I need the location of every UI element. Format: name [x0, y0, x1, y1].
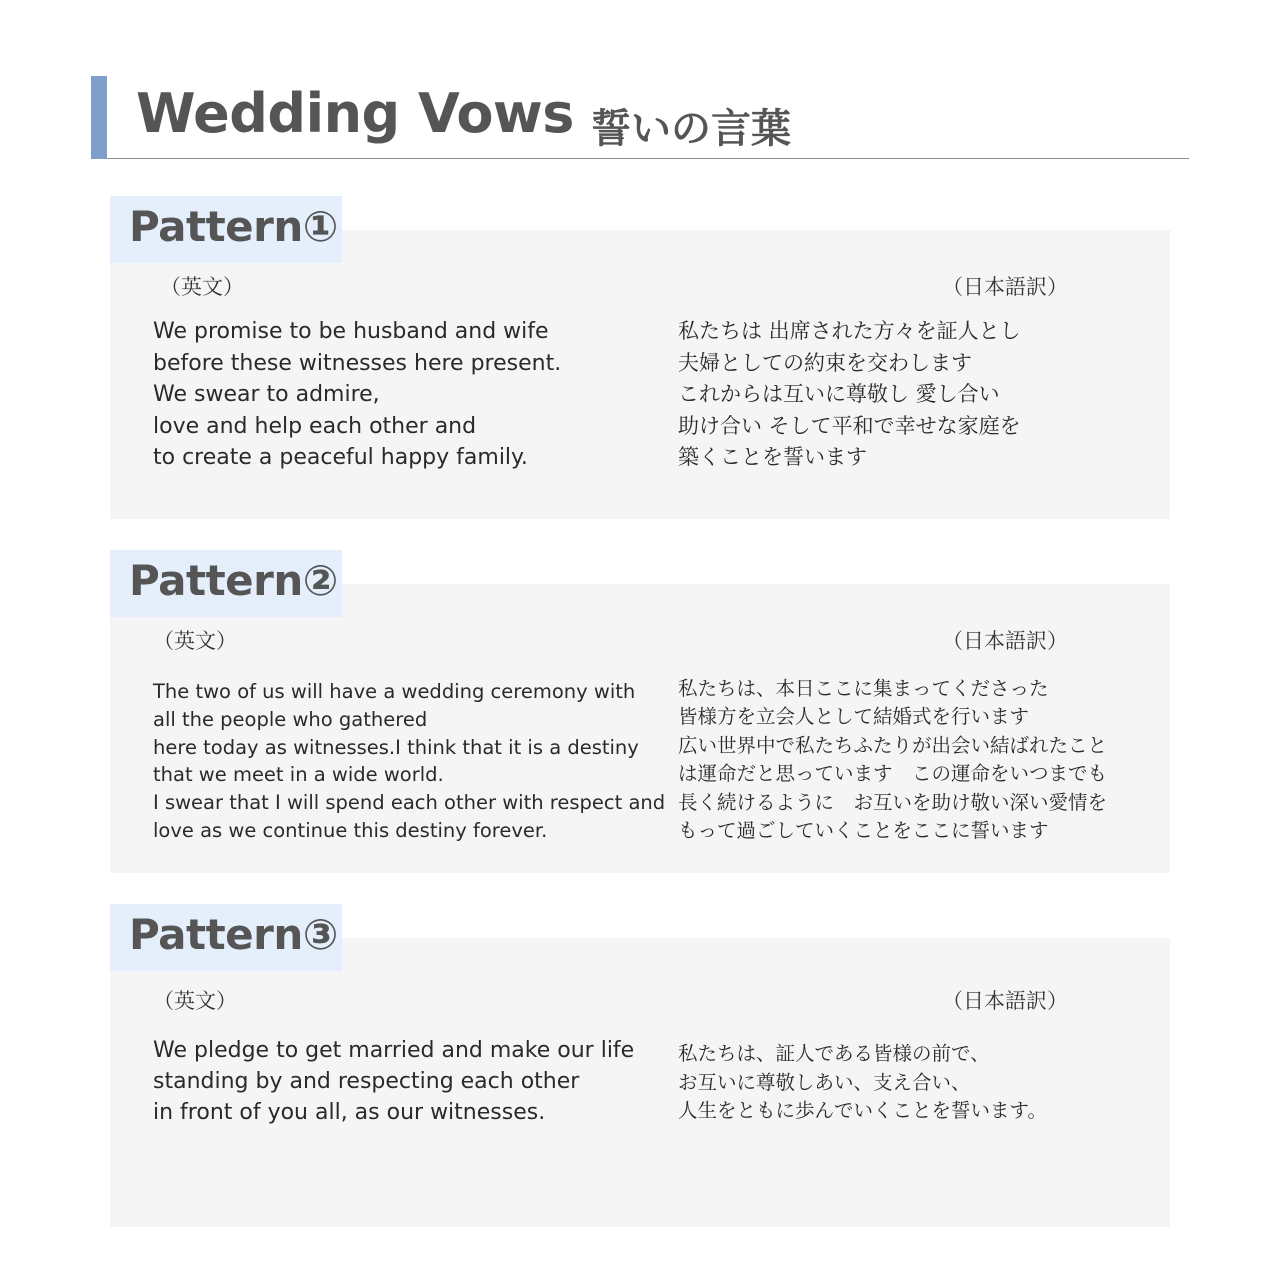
pattern-label: Pattern③ — [129, 910, 338, 959]
vow-line: in front of you all, as our witnesses. — [153, 1100, 546, 1125]
vow-line: もって過ごしていくことをここに誓います — [678, 819, 1049, 843]
vow-line: 夫婦としての約束を交わします — [678, 350, 972, 375]
vow-line: 私たちは、本日ここに集まってくださった — [678, 677, 1049, 700]
vow-line: We pledge to get married and make our life — [153, 1038, 635, 1063]
english-heading: （英文） — [160, 275, 244, 299]
japanese-heading: （日本語訳） — [942, 989, 1068, 1013]
vow-line: The two of us will have a wedding ceremony with — [153, 680, 636, 703]
vow-line: We promise to be husband and wife — [153, 319, 549, 344]
japanese-vow-text — [678, 316, 1021, 474]
english-heading: （英文） — [153, 629, 237, 653]
vow-line: 築くことを誓います — [678, 445, 867, 469]
pattern-label: Pattern② — [129, 556, 338, 605]
japanese-heading: （日本語訳） — [942, 629, 1068, 653]
vow-line: standing by and respecting each other — [153, 1069, 580, 1094]
pattern-tag — [110, 550, 342, 617]
vow-line: 私たちは、証人である皆様の前で、 — [678, 1042, 990, 1065]
vow-line: We swear to admire, — [153, 382, 380, 407]
vow-section-1 — [110, 196, 1170, 519]
vow-line: これからは互いに尊敬し 愛し合い — [678, 382, 1000, 406]
vow-line: お互いに尊敬しあい、支え合い、 — [678, 1070, 971, 1094]
vow-line: 皆様方を立会人として結婚式を行います — [678, 705, 1030, 729]
vow-section-2 — [110, 550, 1170, 873]
english-heading: （英文） — [153, 989, 237, 1013]
vow-line: 人生をともに歩んでいくことを誓います。 — [678, 1099, 1047, 1122]
vow-line: all the people who gathered — [153, 707, 428, 731]
japanese-vow-text — [678, 675, 1107, 845]
vow-line: love as we continue this destiny forever. — [153, 818, 548, 842]
vow-line: は運命だと思っています この運命をいつまでも — [678, 762, 1108, 786]
pattern-tag — [110, 196, 342, 263]
header-accent-bar — [91, 76, 107, 159]
japanese-heading: （日本語訳） — [942, 275, 1068, 299]
vow-line: love and help each other and — [153, 413, 477, 439]
vow-line: here today as witnesses.I think that it is a destiny — [153, 735, 639, 759]
english-vow-text — [153, 1035, 634, 1128]
japanese-vow-text — [678, 1040, 1047, 1126]
vow-line: to create a peaceful happy family. — [153, 445, 528, 470]
vow-line: 助け合い そして平和で幸せな家庭を — [678, 413, 1021, 438]
vow-line: before these witnesses here present. — [153, 350, 562, 376]
pattern-label: Pattern① — [129, 202, 338, 251]
vow-line: I swear that I will spend each other with respect and — [153, 791, 666, 815]
page-title: Wedding Vows — [136, 82, 574, 145]
vow-line: 私たちは 出席された方々を証人とし — [678, 319, 1021, 343]
vow-section-3 — [110, 904, 1170, 1227]
pattern-tag — [110, 904, 342, 971]
vow-line: 長く続けるように お互いを助け敬い深い愛情を — [678, 790, 1108, 814]
english-vow-text — [153, 316, 561, 474]
page-title-japanese: 誓いの言葉 — [591, 106, 791, 152]
vow-line: that we meet in a wide world. — [153, 763, 444, 787]
english-vow-text — [153, 678, 665, 845]
header-divider — [107, 158, 1189, 159]
page-header — [91, 76, 1189, 160]
vow-line: 広い世界中で私たちふたりが出会い結ばれたこと — [678, 733, 1108, 757]
